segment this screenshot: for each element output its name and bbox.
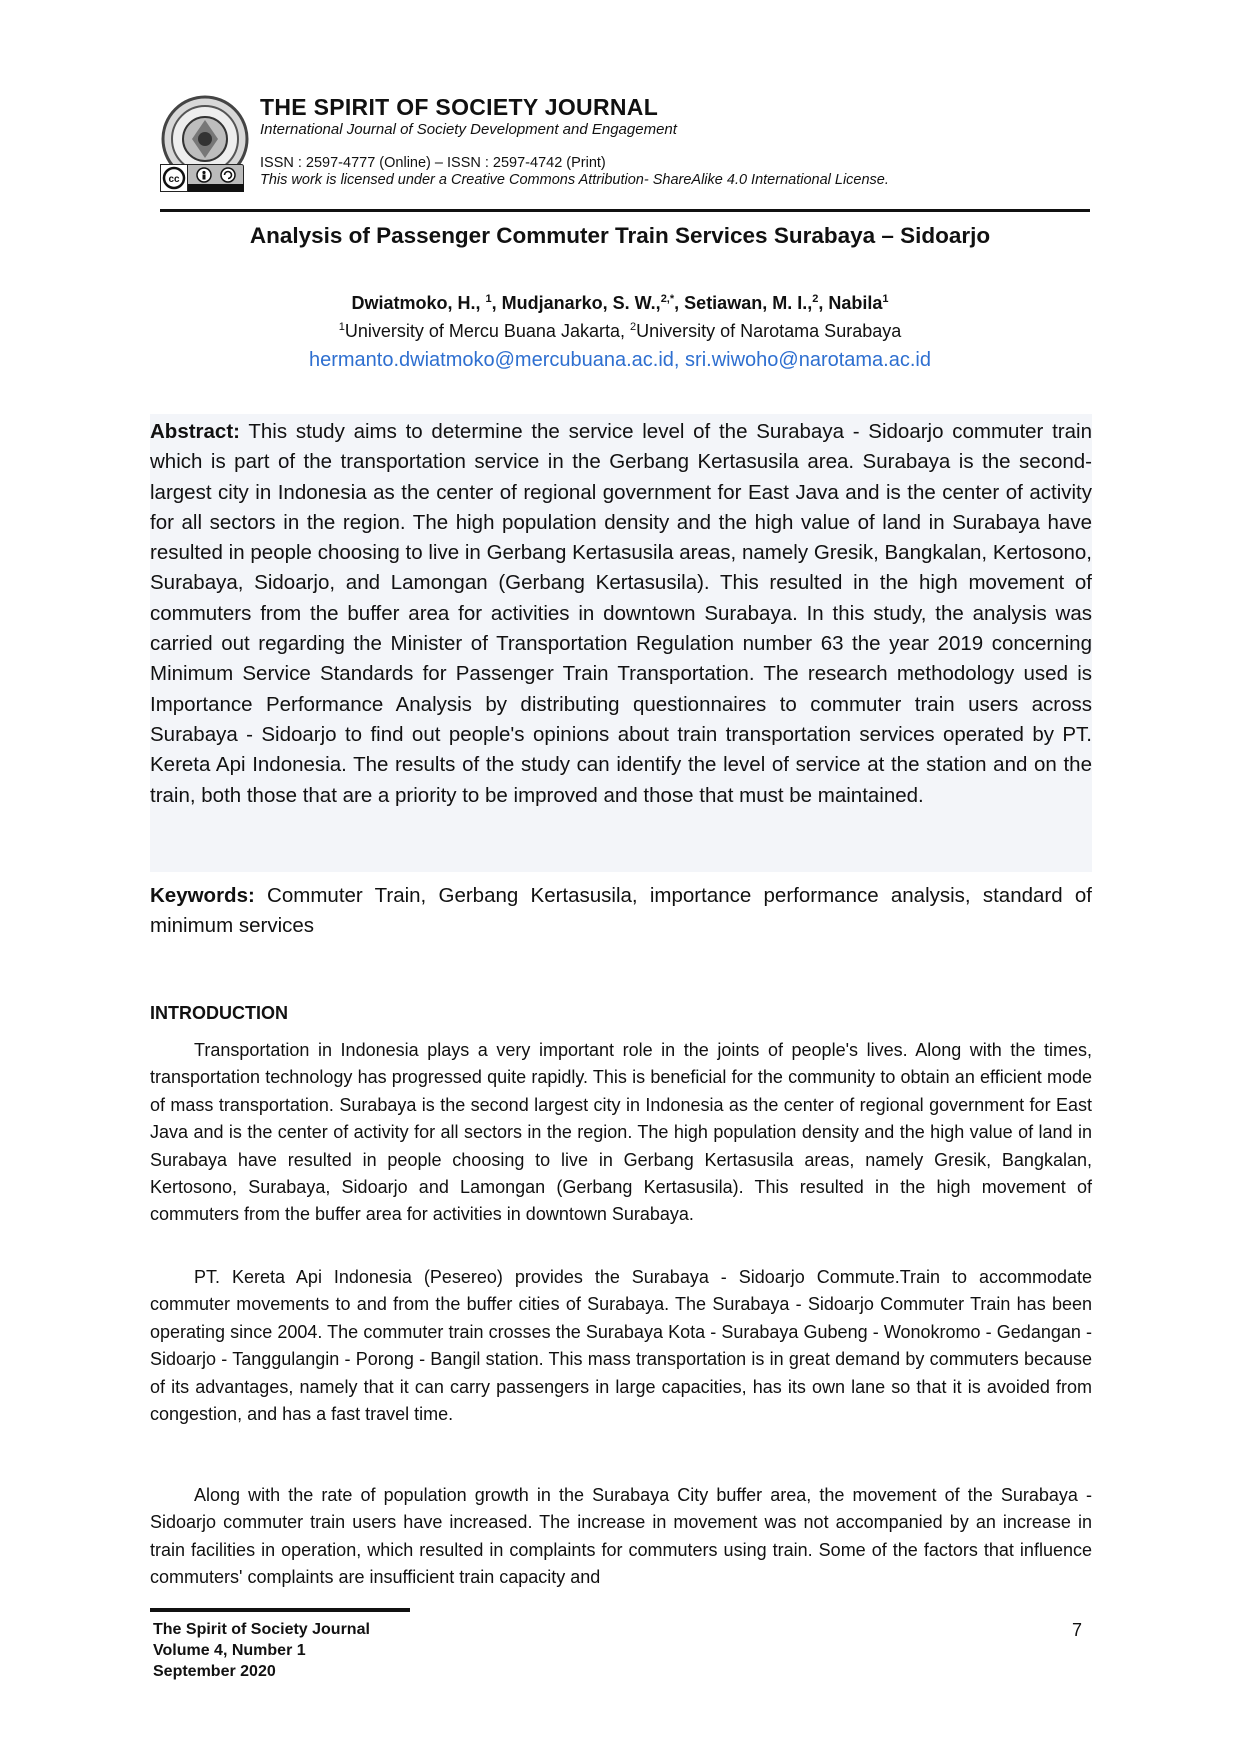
section-heading-introduction: INTRODUCTION xyxy=(150,1003,288,1023)
author-affiliation-mark: 2 xyxy=(812,293,819,305)
journal-subtitle: International Journal of Society Development and Engagement xyxy=(260,121,677,138)
abstract-text: This study aims to determine the service level of the Surabaya - Sidoarjo commuter train which is part of the transportation service in the Gerbang Kertasusila area. Surabaya is the second-largest city in Indonesia as the center of regional government for East Java and is the center of activity for all sectors in the region. The high population density and the high value of land in Surabaya have resulted in people choosing to live in Gerbang Kertasusila areas, namely Gresik, Bangkalan, Kertosono, Surabaya, Sidoarjo, and Lamongan (Gerbang Kertasusila). This resulted in the high movement of commuters from the buffer area for activities in downtown Surabaya. In this study, the analysis was carried out regarding the Minister of Transportation Regulation number 63 the year 2019 concerning Minimum Service Standards for Passenger Train Transportation. The research methodology used is Importance Performance Analysis by distributing questionnaires to commuter train users across Surabaya - Sidoarjo to find out people's opinions about train transportation services operated by PT. Kereta Api Indonesia. The results of the study can identify the level of service at the station and on the train, both those that are a priority to be improved and those that must be maintained. xyxy=(150,420,1092,807)
keywords-text: Commuter Train, Gerbang Kertasusila, importance performance analysis, standard of minimum services xyxy=(150,884,1092,938)
journal-name: THE SPIRIT OF SOCIETY JOURNAL xyxy=(260,94,659,120)
affiliation-separator: , xyxy=(619,321,630,341)
body-paragraph: Along with the rate of population growth in the Surabaya City buffer area, the movement of the Surabaya - Sidoarjo commuter train users have increased. The increase in movement was not accompanied by an increase in train facilities in operation, which resulted in complaints for commuters using train. Some of the factors that influence commuters' complaints are insufficient train capacity and xyxy=(150,1485,1092,1588)
affiliation-mark: 1 xyxy=(338,321,345,333)
author-separator: , xyxy=(818,293,829,313)
author-separator: , xyxy=(491,293,502,313)
creative-commons-by-sa-icon xyxy=(160,164,244,192)
license-notice: This work is licensed under a Creative Commons Attribution- ShareAlike 4.0 International License. xyxy=(260,172,889,188)
page-number: 7 xyxy=(1072,1620,1083,1640)
affiliation-list xyxy=(150,320,1090,342)
body-paragraph: PT. Kereta Api Indonesia (Pesereo) provides the Surabaya - Sidoarjo Commute.Train to accommodate commuter movements to and from the buffer cities of Surabaya. The Surabaya - Sidoarjo Commuter Train has been operating since 2004. The commuter train crosses the Surabaya Kota - Surabaya Gubeng - Wonokromo - Gedangan - Sidoarjo - Tanggulangin - Porong - Bangil station. This mass transportation is in great demand by commuters because of its advantages, namely that it can carry passengers in large capacities, has its own lane so that it is avoided from congestion, and has a fast travel time. xyxy=(150,1267,1092,1425)
author-affiliation-mark: 2,* xyxy=(660,293,675,305)
author-name: Nabila xyxy=(828,293,883,313)
header-divider xyxy=(160,209,1090,212)
keywords-block xyxy=(150,881,1092,942)
author-emails[interactable]: hermanto.dwiatmoko@mercubuana.ac.id, sri.wiwoho@narotama.ac.id xyxy=(308,349,931,371)
author-affiliation-mark: 1 xyxy=(882,293,889,305)
footer-divider xyxy=(150,1608,410,1612)
author-separator: , xyxy=(674,293,685,313)
affiliation-name: University of Narotama Surabaya xyxy=(636,321,902,341)
abstract-block xyxy=(150,414,1092,872)
abstract-label: Abstract: xyxy=(150,420,240,443)
journal-issn: ISSN : 2597-4777 (Online) – ISSN : 2597-4742 (Print) xyxy=(260,155,606,171)
footer-date: September 2020 xyxy=(153,1663,276,1680)
affiliation-mark: 2 xyxy=(630,321,637,333)
paper-title: Analysis of Passenger Commuter Train Services Surabaya – Sidoarjo xyxy=(249,223,991,248)
author-name: Setiawan, M. I., xyxy=(684,293,813,313)
author-name: Dwiatmoko, H., xyxy=(351,293,486,313)
body-paragraph: Transportation in Indonesia plays a very important role in the joints of people's lives. Along with the times, transportation technology has progressed quite rapidly. This is beneficial for the community to obtain an efficient mode of mass transportation. Surabaya is the second largest city in Indonesia as the center of regional government for East Java and is the center of activity for all sectors in the region. The high population density and the high value of land in Surabaya have resulted in people choosing to live in Gerbang Kertasusila areas, namely Gresik, Bangkalan, Kertosono, Surabaya, Sidoarjo and Lamongan (Gerbang Kertasusila). This resulted in the high movement of commuters from the buffer area for activities in downtown Surabaya. xyxy=(150,1040,1092,1225)
affiliation-name: University of Mercu Buana Jakarta xyxy=(344,321,620,341)
svg-text:cc: cc xyxy=(168,174,180,185)
keywords-label: Keywords: xyxy=(150,884,255,907)
author-list xyxy=(150,292,1090,314)
footer-journal-name: The Spirit of Society Journal xyxy=(153,1621,370,1638)
footer-volume: Volume 4, Number 1 xyxy=(153,1642,306,1659)
author-affiliation-mark: 1 xyxy=(485,293,492,305)
author-name: Mudjanarko, S. W., xyxy=(501,293,661,313)
